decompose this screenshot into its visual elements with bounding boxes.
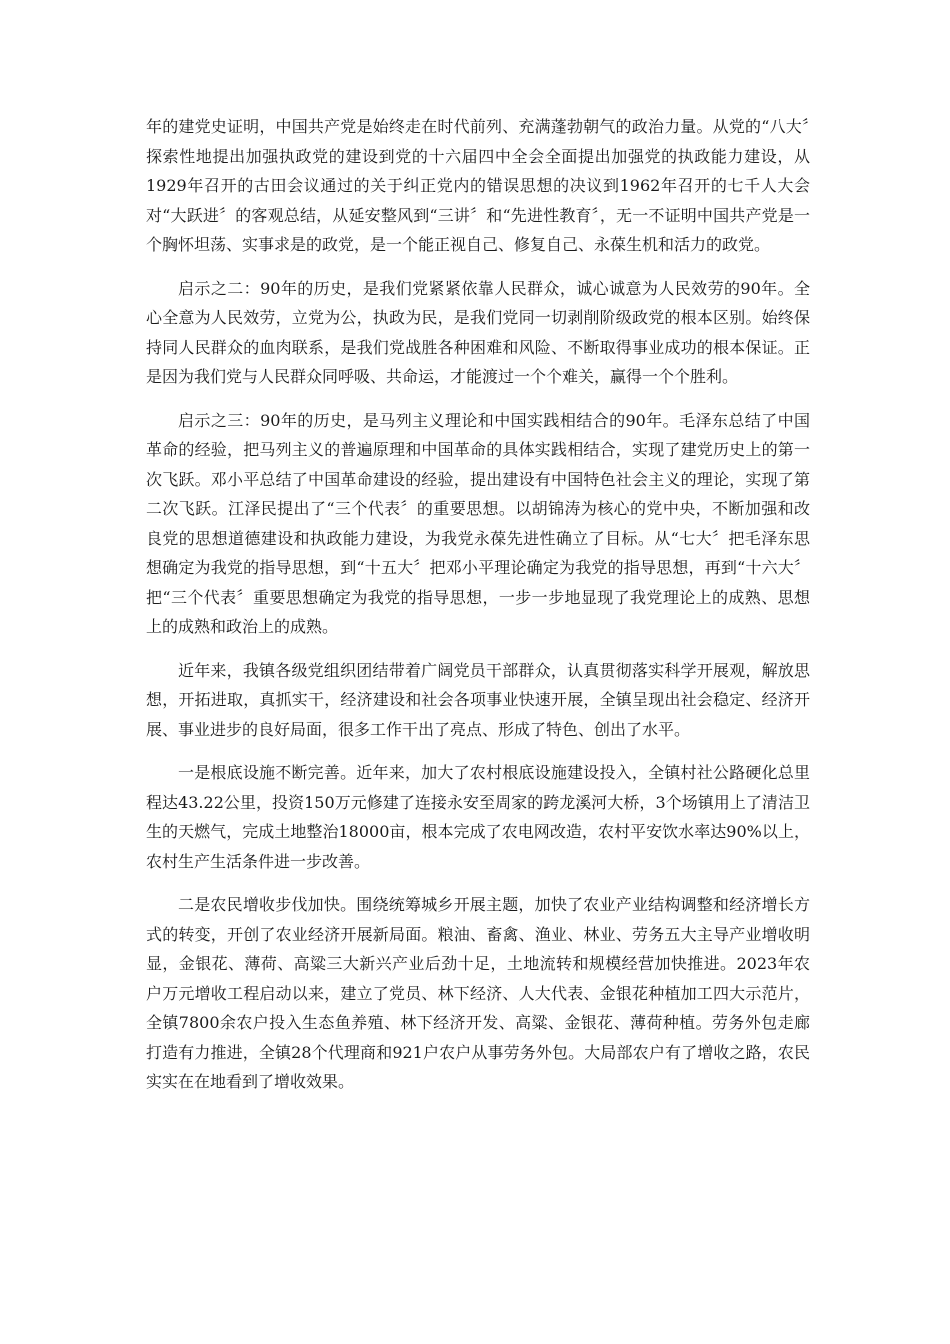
paragraph-revelation-two: 启示之二：90年的历史，是我们党紧紧依靠人民群众，诚心诚意为人民效劳的90年。全心全意为人民效劳，立党为公，执政为民，是我们党同一切剥削阶级政党的根本区别。始终保持同人民群众的血肉联系，是我们党战胜各种困难和风险、不断取得事业成功的根本保证。正是因为我们党与人民群众同呼吸、共命运，才能渡过一个个难关，赢得一个个胜利。 <box>146 278 810 386</box>
paragraph-infrastructure: 一是根底设施不断完善。近年来，加大了农村根底设施建设投入，全镇村社公路硬化总里程达43.22公里，投资150万元修建了连接永安至周家的跨龙溪河大桥，3个场镇用上了清洁卫生的天燃气，完成土地整治18000亩，根本完成了农电网改造，农村平安饮水率达90%以上，农村生产生活条件进一步改善。 <box>146 763 810 871</box>
paragraph-recent-years: 近年来，我镇各级党组织团结带着广阔党员干部群众，认真贯彻落实科学开展观，解放思想，开拓进取，真抓实干，经济建设和社会各项事业快速开展，全镇呈现出社会稳定、经济开展、事业进步的良好局面，很多工作干出了亮点、形成了特色、创出了水平。 <box>146 660 810 739</box>
paragraph-revelation-three: 启示之三：90年的历史，是马列主义理论和中国实践相结合的90年。毛泽东总结了中国革命的经验，把马列主义的普遍原理和中国革命的具体实践相结合，实现了建党历史上的第一次飞跃。邓小平总结了中国革命建设的经验，提出建设有中国特色社会主义的理论，实现了第二次飞跃。江泽民提出了“三个代表〞的重要思想。以胡锦涛为核心的党中央，不断加强和改良党的思想道德建设和执政能力建设，为我党永葆先进性确立了目标。从“七大〞把毛泽东思想确定为我党的指导思想，到“十五大〞把邓小平理论确定为我党的指导思想，再到“十六大〞把“三个代表〞重要思想确定为我党的指导思想，一步一步地显现了我党理论上的成熟、思想上的成熟和政治上的成熟。 <box>146 410 810 636</box>
paragraph-farmer-income: 二是农民增收步伐加快。围绕统筹城乡开展主题，加快了农业产业结构调整和经济增长方式的转变，开创了农业经济开展新局面。粮油、畜禽、渔业、林业、劳务五大主导产业增收明显，金银花、薄荷、高粱三大新兴产业后劲十足，土地流转和规模经营加快推进。2023年农户万元增收工程启动以来，建立了党员、林下经济、人大代表、金银花种植加工四大示范片，全镇7800余农户投入生态鱼养殖、林下经济开发、高粱、金银花、薄荷种植。劳务外包走廊打造有力推进，全镇28个代理商和921户农户从事劳务外包。大局部农户有了增收之路，农民实实在在地看到了增收效果。 <box>146 895 810 1091</box>
paragraph-party-history-proof: 年的建党史证明，中国共产党是始终走在时代前列、充满蓬勃朝气的政治力量。从党的“八大〞探索性地提出加强执政党的建设到党的十六届四中全会全面提出加强党的执政能力建设，从1929年召开的古田会议通过的关于纠正党内的错误思想的决议到1962年召开的七千人大会对“大跃进〞的客观总结，从延安整风到“三讲〞和“先进性教育〞，无一不证明中国共产党是一个胸怀坦荡、实事求是的政党，是一个能正视自己、修复自己、永葆生机和活力的政党。 <box>146 117 810 254</box>
document-body <box>146 112 810 1111</box>
